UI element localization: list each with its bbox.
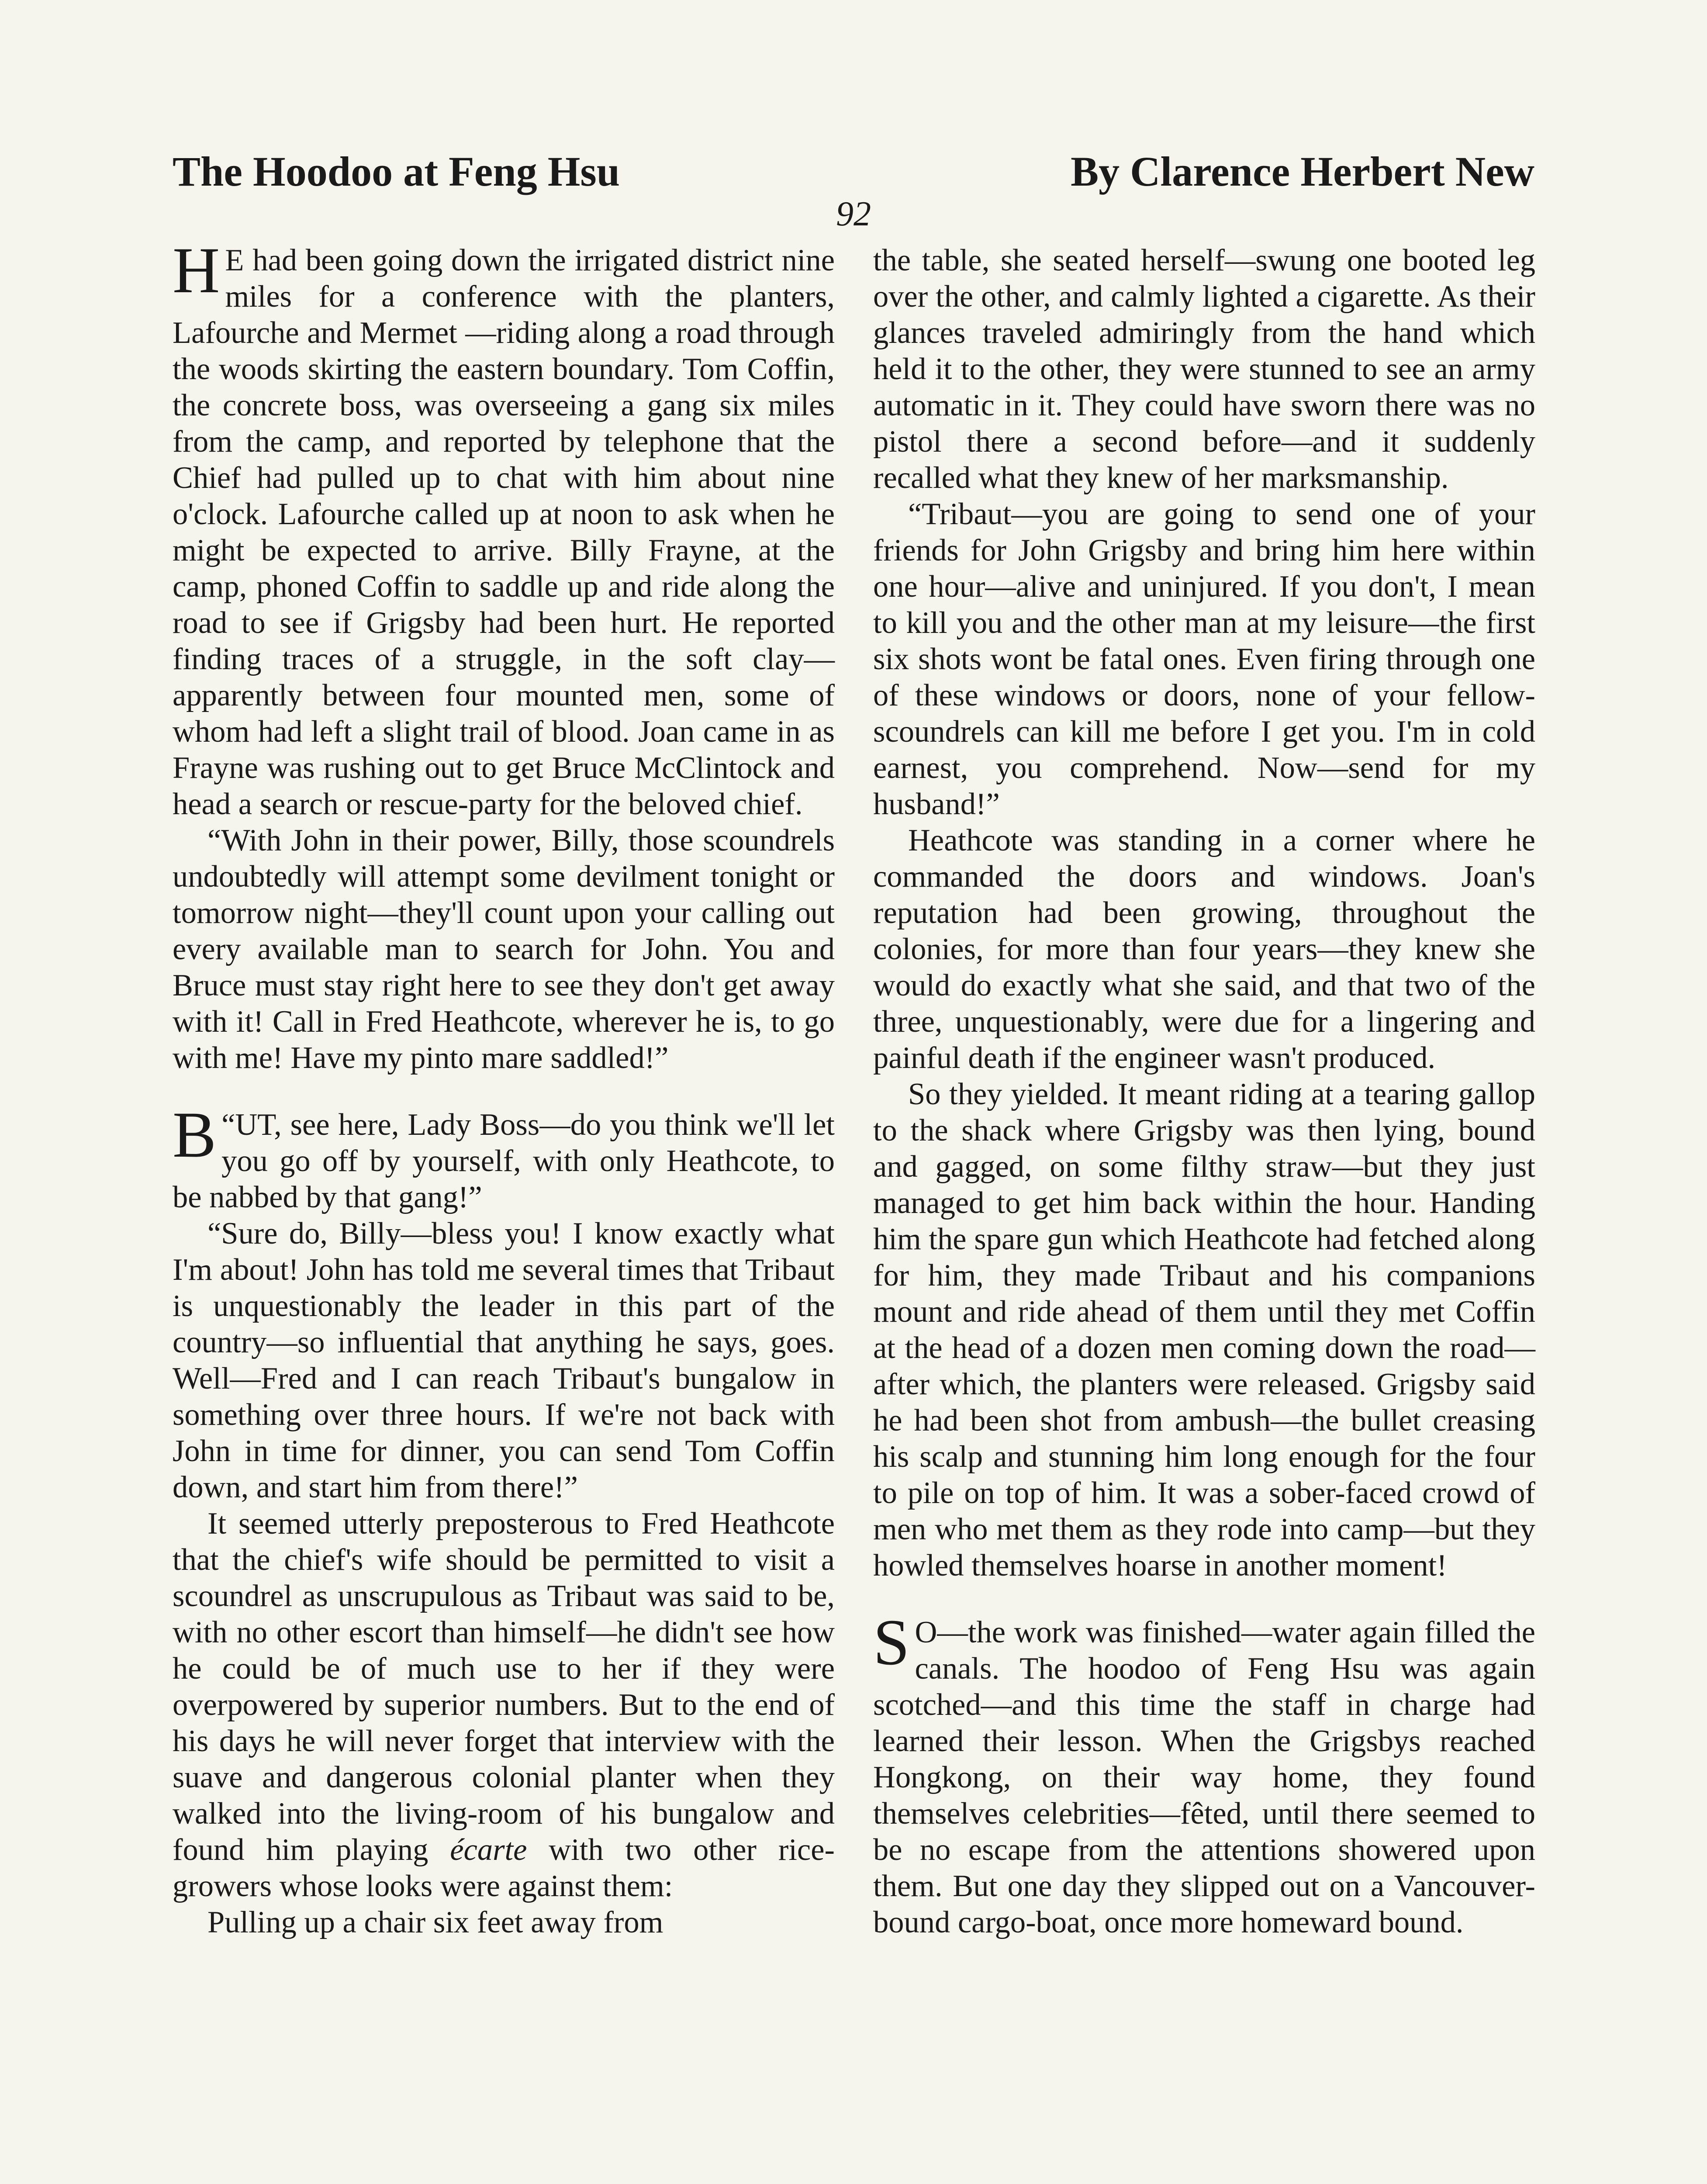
paragraph: Pulling up a chair six feet away from xyxy=(207,1905,663,1939)
paragraph: Heathcote was standing in a corner where he commanded the doors and windows. Joan's reputation had been growing, throughout the colonies, for more than four years—they knew she would do exactly what she said, and that two of the three, unquestionably, were due for a lingering and painful death if the engineer wasn't produced. xyxy=(873,823,1535,1075)
paragraph-text: O—the work was finished—water again filled the canals. The hoodoo of Feng Hsu was again scotched—and this time the staff in charge had learned their lesson. When the Grigsbys reached Hongkong, on their way home, they found themselves celebrities—fêted, until there seemed to be no escape from the attentions showered upon them. But one day they slipped out on a Vancouver-bound cargo-boat, once more homeward bound. xyxy=(873,1615,1535,1939)
paragraph-text: UT, see here, Lady Boss—do you think we'll let you go off by yourself, with only Heathcote, to be nabbed by that gang!” xyxy=(173,1108,835,1214)
drop-cap: B xyxy=(173,1099,217,1171)
drop-cap: H xyxy=(173,234,220,307)
paragraph-text: E had been going down the irrigated district nine miles for a conference with the planters, Lafourche and Mermet —riding along a road through the woods skirting the eastern boundary. Tom Coffin, the concrete boss, was overseeing a gang six miles from the camp, and reported by telephone that the Chief had pulled up to chat with him about nine o'clock. Lafourche called up at noon to ask when he might be expected to arrive. Billy Frayne, at the camp, phoned Coffin to saddle up and ride along the road to see if Grigsby had been hurt. He reported finding traces of a struggle, in the soft clay—apparently between four mounted men, some of whom had left a slight trail of blood. Joan came in as Frayne was rushing out to get Bruce McClintock and head a search or rescue-party for the beloved chief. xyxy=(173,243,835,821)
paragraph: “Sure do, Billy—bless you! I know exactly what I'm about! John has told me several times that Tribaut is unquestionably the leader in this part of the country—so influential that anything he says, goes. Well—Fred and I can reach Tribaut's bungalow in something over three hours. If we're not back with John in time for dinner, you can send Tom Coffin down, and start him from there!” xyxy=(173,1216,835,1504)
story-byline: By Clarence Herbert New xyxy=(1071,148,1534,195)
right-column xyxy=(873,242,1535,2184)
opening-quote: “ xyxy=(221,1108,235,1142)
left-column xyxy=(173,234,835,2184)
paragraph-text: with two other rice-growers whose looks were against them: xyxy=(173,1833,835,1903)
paragraph: “Tribaut—you are going to send one of your friends for John Grigsby and bring him here within one hour—alive and uninjured. If you don't, I mean to kill you and the other man at my leisure—the first six shots wont be fatal ones. Even firing through one of these windows or doors, none of your fellow-scoundrels can kill me before I get you. I'm in cold earnest, you comprehend. Now—send for my husband!” xyxy=(873,497,1535,821)
paragraph: the table, she seated herself—swung one booted leg over the other, and calmly lighted a cigarette. As their glances traveled admiringly from the hand which held it to the other, they were stunned to see an army automatic in it. They could have sworn there was no pistol there a second before—and it suddenly recalled what they knew of her marksmanship. xyxy=(873,243,1535,495)
paragraph xyxy=(173,234,835,822)
text-columns xyxy=(173,234,1535,2184)
paragraph-text: It seemed utterly preposterous to Fred Heathcote that the chief's wife should be permitted to visit a scoundrel as unscrupulous as Tribaut was said to be, with no other escort than himself—he didn't see how he could be of much use to her if they were overpowered by superior numbers. But to the end of his days he will never forget that interview with the suave and dangerous colonial planter when they walked into the living-room of his bungalow and found him playing xyxy=(173,1507,835,1867)
paragraph xyxy=(173,1099,835,1216)
italic-word: écarte xyxy=(450,1833,527,1867)
paragraph: “With John in their power, Billy, those scoundrels undoubtedly will attempt some devilment tonight or tomorrow night—they'll count upon your calling out every available man to search for John. You and Bruce must stay right here to see they don't get away with it! Call in Fred Heathcote, wherever he is, to go with me! Have my pinto mare saddled!” xyxy=(173,823,835,1075)
paragraph: So they yielded. It meant riding at a tearing gallop to the shack where Grigsby was then lying, bound and gagged, on some filthy straw—but they just managed to get him back within the hour. Handing him the spare gun which Heathcote had fetched along for him, they made Tribaut and his companions mount and ride ahead of them until they met Coffin at the head of a dozen men coming down the road—after which, the planters were released. Grigsby said he had been shot from ambush—the bullet creasing his scalp and stunning him long enough for the four to pile on top of him. It was a sober-faced crowd of men who met them as they rode into camp—but they howled themselves hoarse in another moment! xyxy=(873,1077,1535,1583)
paragraph xyxy=(873,1606,1535,1941)
paragraph xyxy=(173,1506,835,1904)
drop-cap: S xyxy=(873,1606,910,1679)
page-number: 92 xyxy=(836,195,871,233)
story-title: The Hoodoo at Feng Hsu xyxy=(173,148,620,195)
